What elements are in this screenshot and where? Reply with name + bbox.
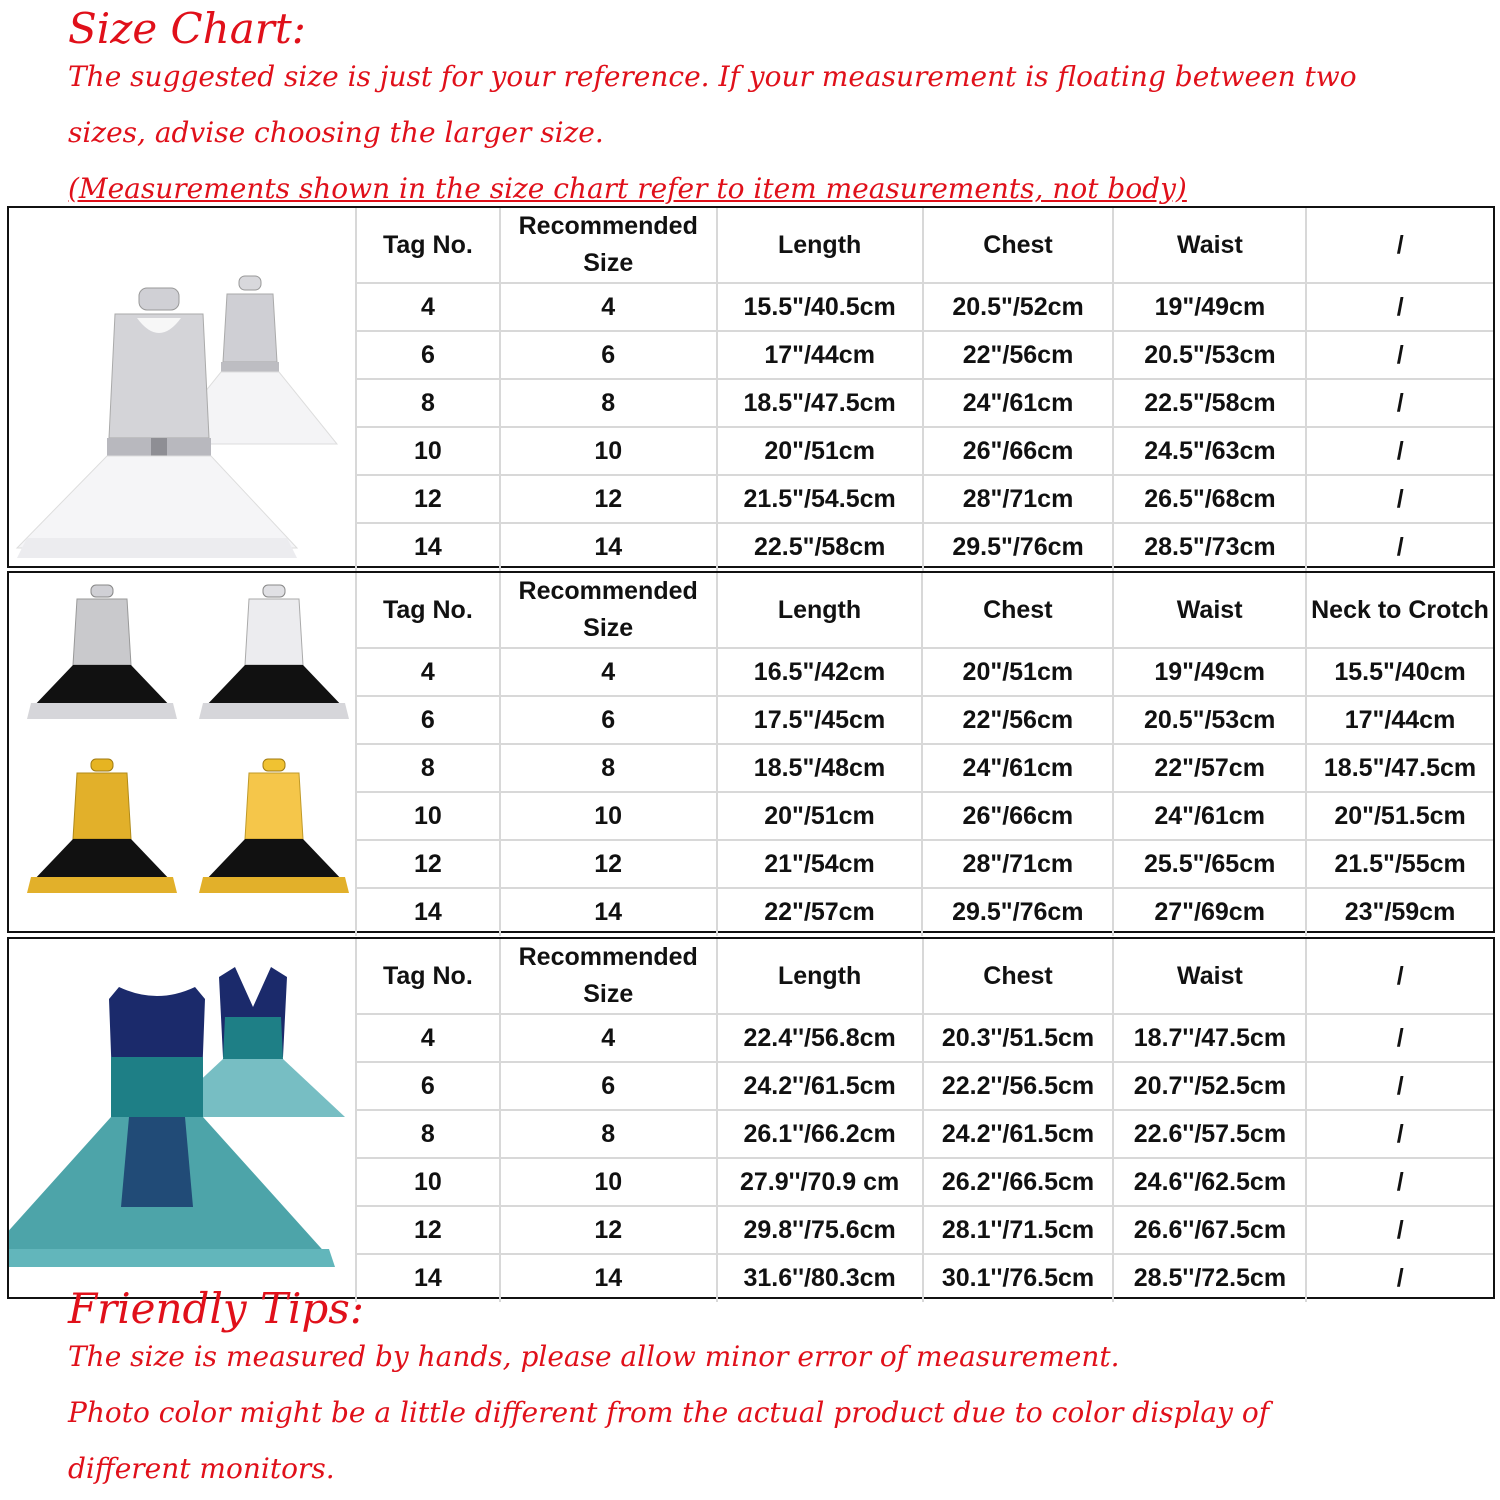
table-cell: 6	[356, 331, 500, 379]
table-row	[356, 840, 1493, 888]
table-cell: /	[1306, 331, 1493, 379]
table-row	[356, 792, 1493, 840]
table-cell: 28"/71cm	[923, 475, 1114, 523]
size-table-2	[355, 573, 1493, 936]
table-cell: /	[1306, 1014, 1493, 1062]
table-cell: 10	[500, 1158, 717, 1206]
table-cell: 4	[356, 648, 500, 696]
table-cell: 12	[356, 1206, 500, 1254]
table-cell: 26.1''/66.2cm	[717, 1110, 923, 1158]
size-table-block-1	[7, 206, 1495, 568]
tips-line-2: Photo color might be a little different from the actual product due to color display of	[68, 1396, 1270, 1429]
size-table-1	[355, 208, 1493, 571]
table-cell: 14	[500, 1254, 717, 1302]
table-row	[356, 1014, 1493, 1062]
table-row	[356, 1158, 1493, 1206]
table-cell: 8	[500, 744, 717, 792]
table-cell: /	[1306, 283, 1493, 331]
table-cell: 29.5"/76cm	[922, 888, 1113, 936]
table-cell: 14	[500, 523, 717, 571]
table-cell: 8	[356, 379, 500, 427]
table-cell: 15.5"/40.5cm	[717, 283, 923, 331]
table-cell: 28.1''/71.5cm	[923, 1206, 1114, 1254]
table-cell: 22"/56cm	[923, 331, 1114, 379]
table-cell: 16.5"/42cm	[717, 648, 923, 696]
table-cell: 8	[500, 379, 717, 427]
table-cell: 24.5"/63cm	[1113, 427, 1306, 475]
table-cell: 30.1''/76.5cm	[923, 1254, 1114, 1302]
size-note-line-1: The suggested size is just for your reference. If your measurement is floating between two	[68, 60, 1357, 93]
table-cell: 24"/61cm	[1113, 792, 1306, 840]
table-cell: 24"/61cm	[923, 379, 1114, 427]
table-cell: 20"/51cm	[717, 427, 923, 475]
table-cell: 31.6''/80.3cm	[717, 1254, 923, 1302]
table-cell: 4	[356, 1014, 500, 1062]
table-cell: 25.5"/65cm	[1113, 840, 1306, 888]
table-cell: /	[1306, 427, 1493, 475]
table-row	[356, 1206, 1493, 1254]
column-header: Waist	[1113, 939, 1306, 1014]
column-header: Recommended Size	[500, 208, 717, 283]
table-cell: 12	[356, 475, 500, 523]
table-cell: 20.3''/51.5cm	[923, 1014, 1114, 1062]
table-row	[356, 1110, 1493, 1158]
column-header: /	[1306, 208, 1493, 283]
table-cell: 6	[500, 696, 717, 744]
table-cell: 10	[500, 792, 717, 840]
table-cell: 20.5"/52cm	[923, 283, 1114, 331]
column-header: Length	[717, 573, 923, 648]
table-cell: 14	[356, 523, 500, 571]
table-cell: 12	[500, 1206, 717, 1254]
table-row	[356, 888, 1493, 936]
table-row	[356, 1062, 1493, 1110]
table-cell: /	[1306, 379, 1493, 427]
table-cell: 8	[356, 1110, 500, 1158]
table-cell: 20.5"/53cm	[1113, 331, 1306, 379]
table-cell: 22"/56cm	[922, 696, 1113, 744]
tips-line-3: different monitors.	[68, 1452, 335, 1485]
table-row	[356, 744, 1493, 792]
table-cell: 26.2''/66.5cm	[923, 1158, 1114, 1206]
table-cell: 4	[500, 1014, 717, 1062]
table-cell: /	[1306, 475, 1493, 523]
table-header-row	[356, 208, 1493, 283]
table-cell: 8	[356, 744, 500, 792]
column-header: Chest	[923, 208, 1114, 283]
table-cell: 12	[500, 475, 717, 523]
table-cell: 14	[356, 888, 500, 936]
table-cell: 20"/51cm	[717, 792, 923, 840]
table-row	[356, 379, 1493, 427]
table-cell: 22.2''/56.5cm	[923, 1062, 1114, 1110]
silver-gold-black-tutu-dress-icon	[9, 573, 355, 931]
size-table-block-2	[7, 571, 1495, 933]
table-cell: 28.5''/72.5cm	[1113, 1254, 1306, 1302]
table-cell: 29.8''/75.6cm	[717, 1206, 923, 1254]
white-silver-tutu-dress-icon	[9, 208, 355, 566]
table-cell: 18.5"/48cm	[717, 744, 923, 792]
table-cell: 4	[356, 283, 500, 331]
table-cell: 18.5"/47.5cm	[717, 379, 923, 427]
table-cell: 26.6''/67.5cm	[1113, 1206, 1306, 1254]
table-row	[356, 696, 1493, 744]
table-cell: 14	[356, 1254, 500, 1302]
table-cell: 6	[500, 331, 717, 379]
table-cell: 17"/44cm	[1306, 696, 1493, 744]
column-header: Chest	[922, 573, 1113, 648]
table-cell: 19"/49cm	[1113, 283, 1306, 331]
column-header: Tag No.	[356, 573, 500, 648]
table-cell: 26"/66cm	[923, 427, 1114, 475]
table-cell: 10	[356, 792, 500, 840]
table-cell: 17.5"/45cm	[717, 696, 923, 744]
table-cell: 6	[356, 1062, 500, 1110]
table-cell: 24.2''/61.5cm	[717, 1062, 923, 1110]
table-cell: 28.5"/73cm	[1113, 523, 1306, 571]
table-row	[356, 331, 1493, 379]
table-cell: /	[1396, 533, 1404, 561]
table-cell: /	[1396, 1264, 1404, 1292]
table-cell: 27.9''/70.9 cm	[717, 1158, 923, 1206]
table-cell: 22"/57cm	[1113, 744, 1306, 792]
table-cell: 19"/49cm	[1113, 648, 1306, 696]
table-cell: 27"/69cm	[1113, 888, 1306, 936]
table-row	[356, 475, 1493, 523]
table-cell: 20"/51.5cm	[1306, 792, 1493, 840]
column-header: Neck to Crotch	[1306, 573, 1493, 648]
table-cell: /	[1306, 1110, 1493, 1158]
column-header: Tag No.	[356, 939, 500, 1014]
table-row	[356, 283, 1493, 331]
table-cell: 24.6''/62.5cm	[1113, 1158, 1306, 1206]
column-header: Length	[717, 939, 923, 1014]
friendly-tips-title: Friendly Tips:	[68, 1284, 364, 1333]
table-cell: 21"/54cm	[717, 840, 923, 888]
tips-line-1: The size is measured by hands, please allow minor error of measurement.	[68, 1340, 1120, 1373]
table-cell: 15.5"/40cm	[1306, 648, 1493, 696]
table-row	[356, 1254, 1493, 1302]
table-cell: 22"/57cm	[717, 888, 923, 936]
table-cell: 21.5"/54.5cm	[717, 475, 923, 523]
table-cell: 26"/66cm	[922, 792, 1113, 840]
table-cell: 8	[500, 1110, 717, 1158]
column-header: Tag No.	[356, 208, 500, 283]
table-header-row	[356, 573, 1493, 648]
table-row	[356, 523, 1493, 571]
table-cell: 4	[500, 648, 717, 696]
table-cell: 28"/71cm	[922, 840, 1113, 888]
table-cell: 6	[500, 1062, 717, 1110]
table-cell: 17"/44cm	[717, 331, 923, 379]
table-cell: 22.4''/56.8cm	[717, 1014, 923, 1062]
table-cell: /	[1306, 1158, 1493, 1206]
table-cell: 20.5"/53cm	[1113, 696, 1306, 744]
table-cell: 6	[356, 696, 500, 744]
table-row	[356, 427, 1493, 475]
size-note-line-2: sizes, advise choosing the larger size.	[68, 116, 604, 149]
table-cell: 29.5"/76cm	[923, 523, 1114, 571]
table-cell: 18.5"/47.5cm	[1306, 744, 1493, 792]
table-cell: 4	[500, 283, 717, 331]
table-cell: 10	[356, 1158, 500, 1206]
table-cell: 20"/51cm	[922, 648, 1113, 696]
size-note-line-3: (Measurements shown in the size chart refer to item measurements, not body)	[68, 172, 1187, 205]
teal-sequin-tutu-dress-icon	[9, 939, 355, 1297]
size-chart-title: Size Chart:	[68, 4, 306, 53]
table-cell: 10	[356, 427, 500, 475]
table-cell: 22.5"/58cm	[1113, 379, 1306, 427]
size-table-block-3	[7, 937, 1495, 1299]
column-header: Recommended Size	[500, 939, 717, 1014]
column-header: /	[1306, 939, 1493, 1014]
table-cell: 24"/61cm	[922, 744, 1113, 792]
table-cell: /	[1306, 1062, 1493, 1110]
column-header: Recommended Size	[500, 573, 717, 648]
table-cell: 24.2''/61.5cm	[923, 1110, 1114, 1158]
table-cell: 23"/59cm	[1344, 898, 1456, 926]
column-header: Chest	[923, 939, 1114, 1014]
size-table-3	[355, 939, 1493, 1302]
column-header: Waist	[1113, 208, 1306, 283]
table-cell: 21.5"/55cm	[1306, 840, 1493, 888]
column-header: Waist	[1113, 573, 1306, 648]
table-row	[356, 648, 1493, 696]
column-header: Length	[717, 208, 923, 283]
table-cell: 12	[356, 840, 500, 888]
table-cell: 26.5"/68cm	[1113, 475, 1306, 523]
table-cell: 22.6''/57.5cm	[1113, 1110, 1306, 1158]
table-cell: 20.7''/52.5cm	[1113, 1062, 1306, 1110]
table-cell: /	[1306, 1206, 1493, 1254]
table-cell: 22.5"/58cm	[717, 523, 923, 571]
table-header-row	[356, 939, 1493, 1014]
table-cell: 14	[500, 888, 717, 936]
table-cell: 10	[500, 427, 717, 475]
table-cell: 18.7''/47.5cm	[1113, 1014, 1306, 1062]
table-cell: 12	[500, 840, 717, 888]
